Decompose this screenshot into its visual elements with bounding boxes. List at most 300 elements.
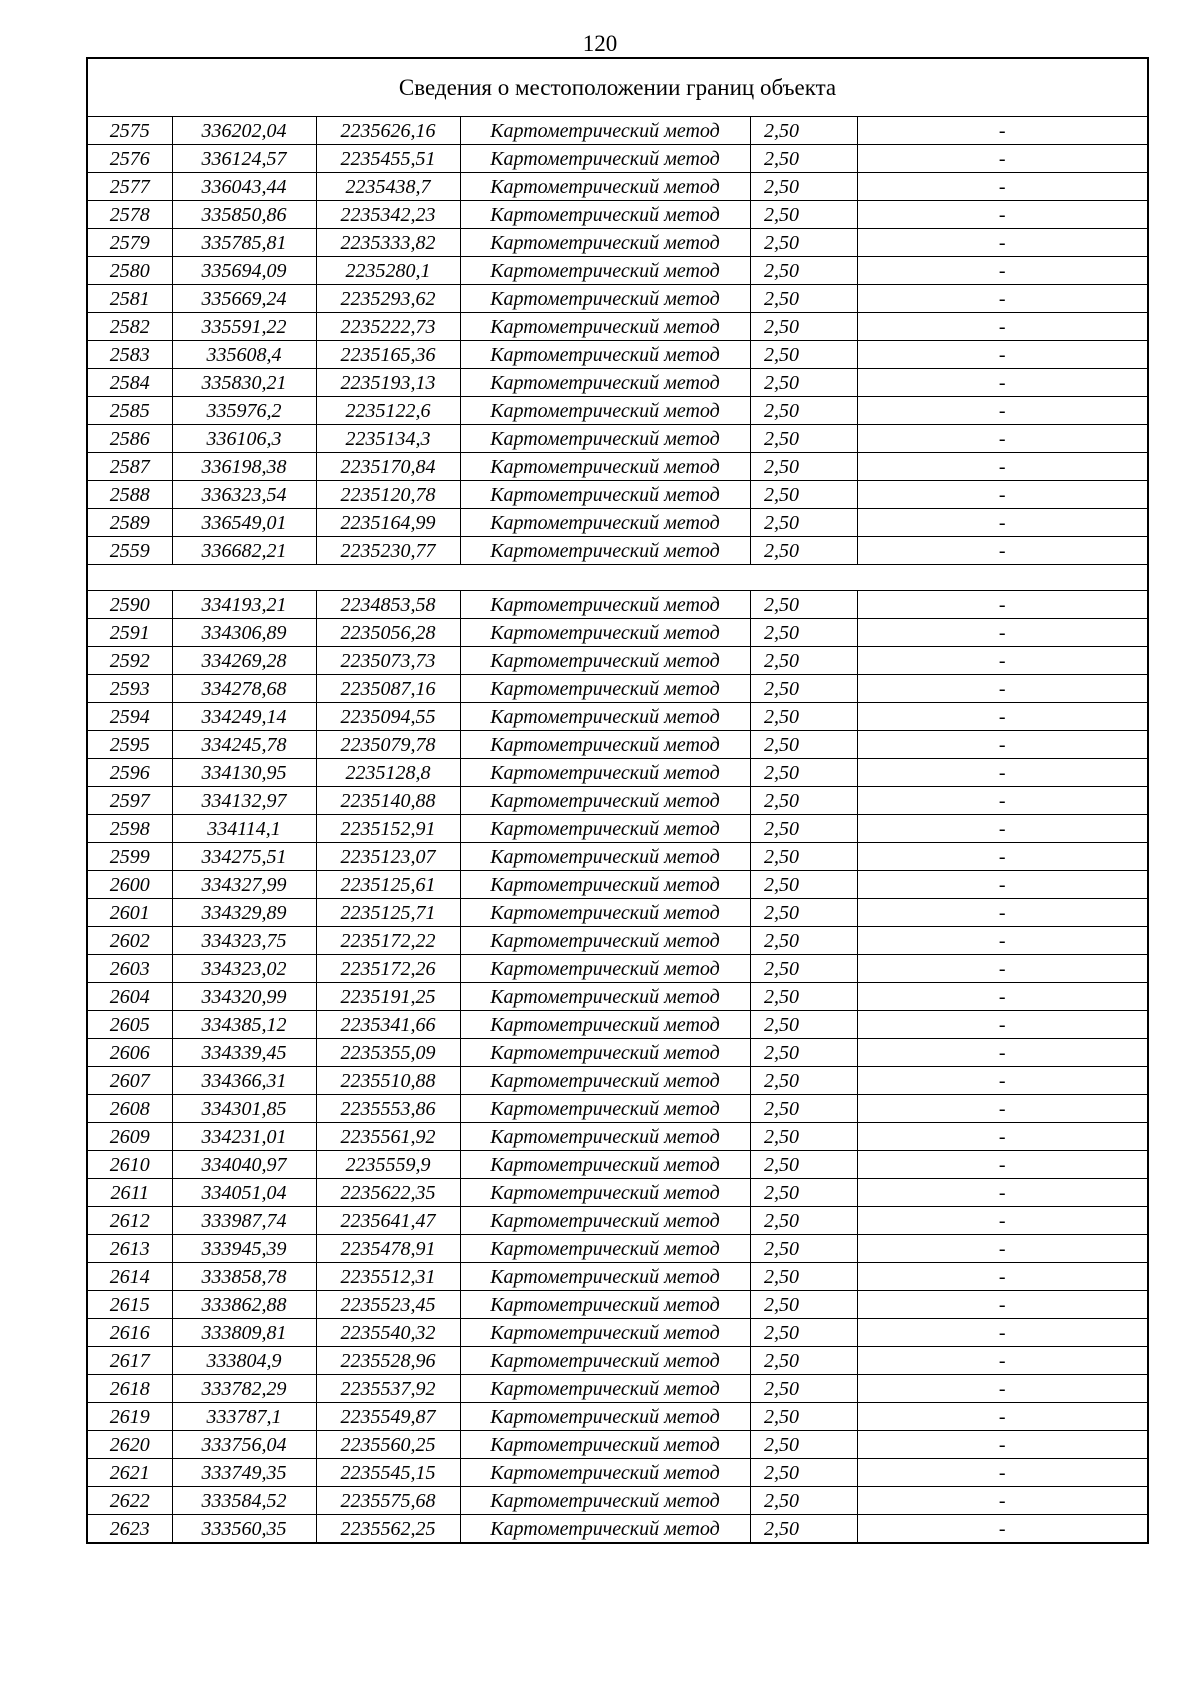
point-number-cell: 2580 [87,257,172,285]
accuracy-cell: 2,50 [750,1179,857,1207]
x-coordinate-cell: 336198,38 [172,453,316,481]
point-number-cell: 2606 [87,1039,172,1067]
accuracy-cell: 2,50 [750,425,857,453]
description-cell: - [857,927,1148,955]
description-cell: - [857,1235,1148,1263]
point-number-cell: 2614 [87,1263,172,1291]
method-cell: Картометрический метод [460,1067,750,1095]
description-cell: - [857,1263,1148,1291]
description-cell: - [857,1291,1148,1319]
accuracy-cell: 2,50 [750,1235,857,1263]
y-coordinate-cell: 2235152,91 [316,815,460,843]
method-cell: Картометрический метод [460,1291,750,1319]
point-number-cell: 2588 [87,481,172,509]
description-cell: - [857,899,1148,927]
x-coordinate-cell: 334245,78 [172,731,316,759]
point-number-cell: 2621 [87,1459,172,1487]
y-coordinate-cell: 2235094,55 [316,703,460,731]
description-cell: - [857,871,1148,899]
y-coordinate-cell: 2235172,22 [316,927,460,955]
y-coordinate-cell: 2235293,62 [316,285,460,313]
x-coordinate-cell: 335694,09 [172,257,316,285]
x-coordinate-cell: 334051,04 [172,1179,316,1207]
table-row [87,1039,1148,1067]
description-cell: - [857,647,1148,675]
accuracy-cell: 2,50 [750,955,857,983]
y-coordinate-cell: 2235134,3 [316,425,460,453]
table-row [87,899,1148,927]
table-row [87,1207,1148,1235]
x-coordinate-cell: 333945,39 [172,1235,316,1263]
accuracy-cell: 2,50 [750,1347,857,1375]
table-row [87,591,1148,619]
description-cell: - [857,1095,1148,1123]
table-row [87,1487,1148,1515]
method-cell: Картометрический метод [460,481,750,509]
table-row [87,787,1148,815]
method-cell: Картометрический метод [460,1459,750,1487]
accuracy-cell: 2,50 [750,1207,857,1235]
table-row [87,1095,1148,1123]
description-cell: - [857,1123,1148,1151]
point-number-cell: 2611 [87,1179,172,1207]
point-number-cell: 2617 [87,1347,172,1375]
point-number-cell: 2592 [87,647,172,675]
description-cell: - [857,591,1148,619]
x-coordinate-cell: 334323,75 [172,927,316,955]
table-row [87,843,1148,871]
description-cell: - [857,509,1148,537]
table-row [87,619,1148,647]
y-coordinate-cell: 2235230,77 [316,537,460,565]
y-coordinate-cell: 2235559,9 [316,1151,460,1179]
point-number-cell: 2615 [87,1291,172,1319]
method-cell: Картометрический метод [460,285,750,313]
description-cell: - [857,955,1148,983]
x-coordinate-cell: 334327,99 [172,871,316,899]
point-number-cell: 2589 [87,509,172,537]
x-coordinate-cell: 335785,81 [172,229,316,257]
x-coordinate-cell: 334193,21 [172,591,316,619]
y-coordinate-cell: 2235191,25 [316,983,460,1011]
table-row [87,1515,1148,1544]
table-row [87,341,1148,369]
accuracy-cell: 2,50 [750,369,857,397]
y-coordinate-cell: 2234853,58 [316,591,460,619]
y-coordinate-cell: 2235562,25 [316,1515,460,1544]
table-row [87,1403,1148,1431]
method-cell: Картометрический метод [460,1487,750,1515]
table-row [87,397,1148,425]
point-number-cell: 2620 [87,1431,172,1459]
y-coordinate-cell: 2235164,99 [316,509,460,537]
point-number-cell: 2586 [87,425,172,453]
x-coordinate-cell: 336549,01 [172,509,316,537]
y-coordinate-cell: 2235073,73 [316,647,460,675]
point-number-cell: 2598 [87,815,172,843]
y-coordinate-cell: 2235140,88 [316,787,460,815]
method-cell: Картометрический метод [460,843,750,871]
x-coordinate-cell: 334114,1 [172,815,316,843]
description-cell: - [857,1207,1148,1235]
method-cell: Картометрический метод [460,425,750,453]
accuracy-cell: 2,50 [750,1291,857,1319]
table-row [87,675,1148,703]
boundary-coordinates-table [86,57,1149,1544]
table-row [87,117,1148,145]
table-row [87,173,1148,201]
method-cell: Картометрический метод [460,369,750,397]
y-coordinate-cell: 2235280,1 [316,257,460,285]
x-coordinate-cell: 333584,52 [172,1487,316,1515]
description-cell: - [857,731,1148,759]
description-cell: - [857,815,1148,843]
method-cell: Картометрический метод [460,1151,750,1179]
x-coordinate-cell: 334231,01 [172,1123,316,1151]
point-number-cell: 2622 [87,1487,172,1515]
table-row [87,759,1148,787]
accuracy-cell: 2,50 [750,201,857,229]
point-number-cell: 2595 [87,731,172,759]
y-coordinate-cell: 2235172,26 [316,955,460,983]
method-cell: Картометрический метод [460,117,750,145]
table-row [87,983,1148,1011]
y-coordinate-cell: 2235455,51 [316,145,460,173]
accuracy-cell: 2,50 [750,229,857,257]
method-cell: Картометрический метод [460,1235,750,1263]
x-coordinate-cell: 334323,02 [172,955,316,983]
x-coordinate-cell: 334306,89 [172,619,316,647]
y-coordinate-cell: 2235079,78 [316,731,460,759]
point-number-cell: 2604 [87,983,172,1011]
table-row [87,815,1148,843]
point-number-cell: 2609 [87,1123,172,1151]
description-cell: - [857,341,1148,369]
table-row [87,1319,1148,1347]
point-number-cell: 2618 [87,1375,172,1403]
point-number-cell: 2587 [87,453,172,481]
accuracy-cell: 2,50 [750,1431,857,1459]
table-row [87,731,1148,759]
x-coordinate-cell: 336106,3 [172,425,316,453]
description-cell: - [857,787,1148,815]
accuracy-cell: 2,50 [750,675,857,703]
x-coordinate-cell: 334329,89 [172,899,316,927]
y-coordinate-cell: 2235222,73 [316,313,460,341]
point-number-cell: 2596 [87,759,172,787]
accuracy-cell: 2,50 [750,481,857,509]
accuracy-cell: 2,50 [750,341,857,369]
description-cell: - [857,257,1148,285]
x-coordinate-cell: 333804,9 [172,1347,316,1375]
description-cell: - [857,145,1148,173]
x-coordinate-cell: 334278,68 [172,675,316,703]
method-cell: Картометрический метод [460,927,750,955]
table-row [87,1431,1148,1459]
method-cell: Картометрический метод [460,313,750,341]
description-cell: - [857,397,1148,425]
x-coordinate-cell: 334130,95 [172,759,316,787]
method-cell: Картометрический метод [460,1263,750,1291]
method-cell: Картометрический метод [460,1319,750,1347]
point-number-cell: 2575 [87,117,172,145]
table-row [87,509,1148,537]
table-row [87,1347,1148,1375]
method-cell: Картометрический метод [460,619,750,647]
y-coordinate-cell: 2235123,07 [316,843,460,871]
method-cell: Картометрический метод [460,1179,750,1207]
x-coordinate-cell: 336043,44 [172,173,316,201]
x-coordinate-cell: 334269,28 [172,647,316,675]
description-cell: - [857,1039,1148,1067]
y-coordinate-cell: 2235528,96 [316,1347,460,1375]
description-cell: - [857,1347,1148,1375]
y-coordinate-cell: 2235510,88 [316,1067,460,1095]
table-row [87,1375,1148,1403]
description-cell: - [857,1459,1148,1487]
x-coordinate-cell: 336202,04 [172,117,316,145]
description-cell: - [857,675,1148,703]
point-number-cell: 2619 [87,1403,172,1431]
table-row [87,1235,1148,1263]
point-number-cell: 2623 [87,1515,172,1544]
y-coordinate-cell: 2235193,13 [316,369,460,397]
point-number-cell: 2605 [87,1011,172,1039]
accuracy-cell: 2,50 [750,1123,857,1151]
description-cell: - [857,983,1148,1011]
method-cell: Картометрический метод [460,983,750,1011]
method-cell: Картометрический метод [460,1207,750,1235]
accuracy-cell: 2,50 [750,145,857,173]
method-cell: Картометрический метод [460,815,750,843]
description-cell: - [857,229,1148,257]
description-cell: - [857,619,1148,647]
y-coordinate-cell: 2235128,8 [316,759,460,787]
point-number-cell: 2613 [87,1235,172,1263]
accuracy-cell: 2,50 [750,983,857,1011]
accuracy-cell: 2,50 [750,1375,857,1403]
description-cell: - [857,1011,1148,1039]
y-coordinate-cell: 2235125,71 [316,899,460,927]
y-coordinate-cell: 2235641,47 [316,1207,460,1235]
accuracy-cell: 2,50 [750,731,857,759]
description-cell: - [857,1179,1148,1207]
y-coordinate-cell: 2235549,87 [316,1403,460,1431]
y-coordinate-cell: 2235626,16 [316,117,460,145]
x-coordinate-cell: 335608,4 [172,341,316,369]
point-number-cell: 2559 [87,537,172,565]
y-coordinate-cell: 2235523,45 [316,1291,460,1319]
x-coordinate-cell: 333560,35 [172,1515,316,1544]
description-cell: - [857,1319,1148,1347]
accuracy-cell: 2,50 [750,871,857,899]
description-cell: - [857,313,1148,341]
table-row [87,453,1148,481]
y-coordinate-cell: 2235560,25 [316,1431,460,1459]
accuracy-cell: 2,50 [750,257,857,285]
page-number: 120 [582,31,618,56]
y-coordinate-cell: 2235545,15 [316,1459,460,1487]
point-number-cell: 2608 [87,1095,172,1123]
point-number-cell: 2597 [87,787,172,815]
point-number-cell: 2602 [87,927,172,955]
x-coordinate-cell: 334366,31 [172,1067,316,1095]
x-coordinate-cell: 333782,29 [172,1375,316,1403]
accuracy-cell: 2,50 [750,1095,857,1123]
table-row [87,369,1148,397]
y-coordinate-cell: 2235122,6 [316,397,460,425]
point-number-cell: 2591 [87,619,172,647]
section-separator-row [87,565,1148,591]
method-cell: Картометрический метод [460,229,750,257]
method-cell: Картометрический метод [460,201,750,229]
accuracy-cell: 2,50 [750,1403,857,1431]
table-row [87,285,1148,313]
method-cell: Картометрический метод [460,1403,750,1431]
point-number-cell: 2579 [87,229,172,257]
description-cell: - [857,1151,1148,1179]
y-coordinate-cell: 2235512,31 [316,1263,460,1291]
method-cell: Картометрический метод [460,509,750,537]
description-cell: - [857,481,1148,509]
point-number-cell: 2578 [87,201,172,229]
y-coordinate-cell: 2235622,35 [316,1179,460,1207]
description-cell: - [857,117,1148,145]
description-cell: - [857,1403,1148,1431]
x-coordinate-cell: 334301,85 [172,1095,316,1123]
point-number-cell: 2577 [87,173,172,201]
method-cell: Картометрический метод [460,1375,750,1403]
description-cell: - [857,173,1148,201]
description-cell: - [857,703,1148,731]
method-cell: Картометрический метод [460,1347,750,1375]
y-coordinate-cell: 2235165,36 [316,341,460,369]
y-coordinate-cell: 2235553,86 [316,1095,460,1123]
section-separator [87,565,1148,591]
description-cell: - [857,1431,1148,1459]
point-number-cell: 2600 [87,871,172,899]
method-cell: Картометрический метод [460,703,750,731]
x-coordinate-cell: 334040,97 [172,1151,316,1179]
x-coordinate-cell: 333862,88 [172,1291,316,1319]
table-row [87,145,1148,173]
table-row [87,927,1148,955]
method-cell: Картометрический метод [460,955,750,983]
accuracy-cell: 2,50 [750,313,857,341]
accuracy-cell: 2,50 [750,843,857,871]
y-coordinate-cell: 2235478,91 [316,1235,460,1263]
accuracy-cell: 2,50 [750,1039,857,1067]
accuracy-cell: 2,50 [750,1011,857,1039]
table-row [87,1291,1148,1319]
table-row [87,1123,1148,1151]
table-row [87,201,1148,229]
point-number-cell: 2584 [87,369,172,397]
y-coordinate-cell: 2235341,66 [316,1011,460,1039]
accuracy-cell: 2,50 [750,285,857,313]
table-title: Сведения о местоположении границ объекта [87,58,1148,117]
method-cell: Картометрический метод [460,647,750,675]
method-cell: Картометрический метод [460,871,750,899]
accuracy-cell: 2,50 [750,1515,857,1544]
x-coordinate-cell: 335591,22 [172,313,316,341]
description-cell: - [857,1487,1148,1515]
y-coordinate-cell: 2235575,68 [316,1487,460,1515]
point-number-cell: 2585 [87,397,172,425]
accuracy-cell: 2,50 [750,927,857,955]
x-coordinate-cell: 333787,1 [172,1403,316,1431]
description-cell: - [857,1067,1148,1095]
accuracy-cell: 2,50 [750,1487,857,1515]
method-cell: Картометрический метод [460,591,750,619]
method-cell: Картометрический метод [460,257,750,285]
y-coordinate-cell: 2235120,78 [316,481,460,509]
x-coordinate-cell: 336124,57 [172,145,316,173]
method-cell: Картометрический метод [460,453,750,481]
x-coordinate-cell: 333809,81 [172,1319,316,1347]
accuracy-cell: 2,50 [750,1067,857,1095]
accuracy-cell: 2,50 [750,397,857,425]
accuracy-cell: 2,50 [750,1319,857,1347]
x-coordinate-cell: 335976,2 [172,397,316,425]
table-row [87,313,1148,341]
accuracy-cell: 2,50 [750,759,857,787]
x-coordinate-cell: 334385,12 [172,1011,316,1039]
accuracy-cell: 2,50 [750,591,857,619]
table-row [87,1263,1148,1291]
table-row [87,1151,1148,1179]
method-cell: Картометрический метод [460,397,750,425]
description-cell: - [857,1515,1148,1544]
accuracy-cell: 2,50 [750,647,857,675]
method-cell: Картометрический метод [460,1095,750,1123]
point-number-cell: 2590 [87,591,172,619]
x-coordinate-cell: 334339,45 [172,1039,316,1067]
table-row [87,229,1148,257]
table-row [87,1459,1148,1487]
table-row [87,1011,1148,1039]
point-number-cell: 2603 [87,955,172,983]
point-number-cell: 2593 [87,675,172,703]
table-body [87,58,1148,1543]
point-number-cell: 2582 [87,313,172,341]
point-number-cell: 2616 [87,1319,172,1347]
table-row [87,425,1148,453]
method-cell: Картометрический метод [460,759,750,787]
accuracy-cell: 2,50 [750,1459,857,1487]
description-cell: - [857,453,1148,481]
method-cell: Картометрический метод [460,1123,750,1151]
y-coordinate-cell: 2235056,28 [316,619,460,647]
accuracy-cell: 2,50 [750,117,857,145]
table-row [87,647,1148,675]
accuracy-cell: 2,50 [750,509,857,537]
table-title-row [87,58,1148,117]
method-cell: Картометрический метод [460,537,750,565]
description-cell: - [857,285,1148,313]
x-coordinate-cell: 333756,04 [172,1431,316,1459]
method-cell: Картометрический метод [460,145,750,173]
y-coordinate-cell: 2235355,09 [316,1039,460,1067]
table-row [87,871,1148,899]
description-cell: - [857,843,1148,871]
accuracy-cell: 2,50 [750,899,857,927]
x-coordinate-cell: 333987,74 [172,1207,316,1235]
y-coordinate-cell: 2235438,7 [316,173,460,201]
y-coordinate-cell: 2235333,82 [316,229,460,257]
accuracy-cell: 2,50 [750,787,857,815]
accuracy-cell: 2,50 [750,1263,857,1291]
